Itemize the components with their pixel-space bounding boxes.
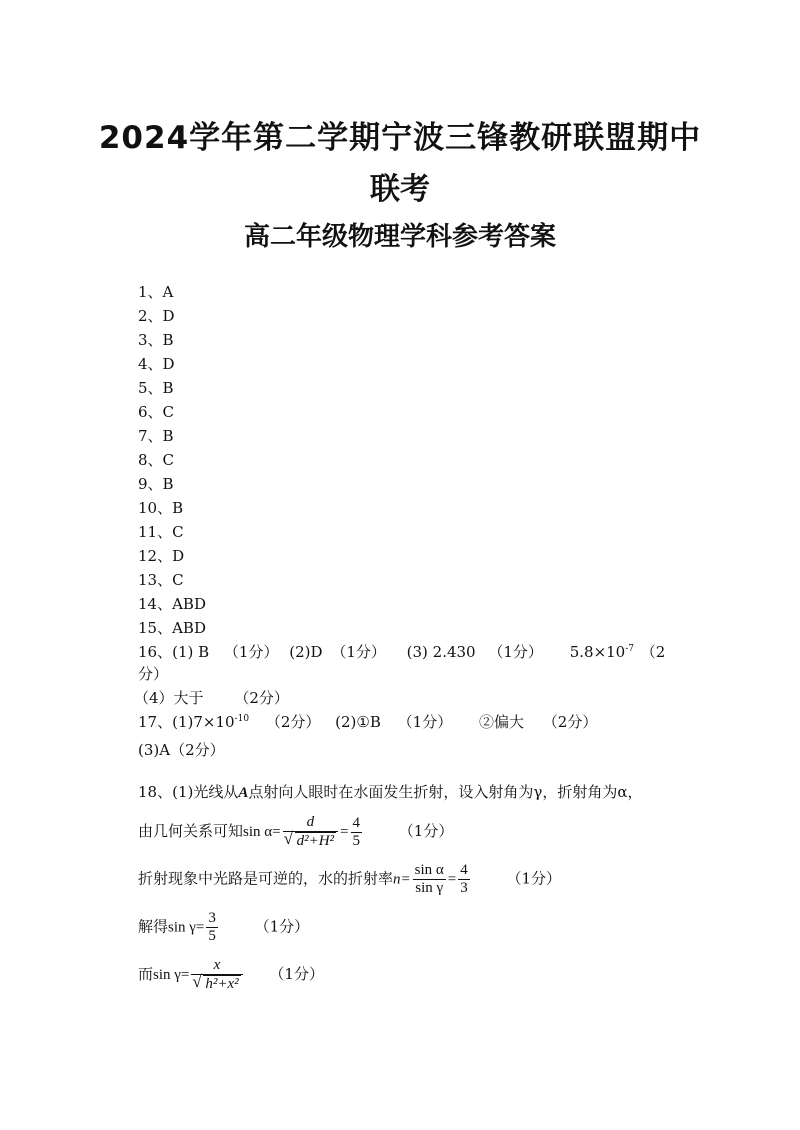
q18-point-a: A xyxy=(238,785,249,801)
answer-number: 1、 xyxy=(138,283,163,301)
q18-line5-text: 而 xyxy=(138,965,154,983)
answer-item xyxy=(138,331,174,349)
q17-number: 17、 xyxy=(138,713,173,731)
answer-item xyxy=(138,547,184,565)
answer-choice: D xyxy=(172,547,185,565)
q16-line3 xyxy=(134,689,289,707)
fraction-denominator: sin γ xyxy=(415,880,444,896)
answer-item xyxy=(138,403,174,421)
q16-line1 xyxy=(138,643,665,661)
answer-choice: D xyxy=(162,307,175,325)
q17-part1: (1)7×10 xyxy=(172,713,235,731)
q16-part4-exponent: -7 xyxy=(625,644,635,654)
q18-score: （1分） xyxy=(506,869,562,888)
answer-item xyxy=(138,379,174,397)
q17-score2: （1分） xyxy=(397,713,453,731)
answer-number: 15、 xyxy=(138,619,173,637)
answer-choice: B xyxy=(162,427,174,445)
q16-score1: （1分） xyxy=(223,643,279,661)
answer-choice: C xyxy=(162,403,175,421)
fraction-denominator: √ h²+x² xyxy=(203,975,240,993)
answer-number: 11、 xyxy=(138,523,173,541)
answer-choice: ABD xyxy=(172,595,206,613)
q18-text-cont: 点射向人眼时在水面发生折射，设入射角为γ，折射角为α， xyxy=(248,783,643,801)
fraction-numerator: d xyxy=(283,814,338,832)
page-title: 2024学年第二学期宁波三锋教研联盟期中 xyxy=(98,120,702,156)
q17-part3: ②偏大 xyxy=(478,713,524,731)
q18-score: （1分） xyxy=(398,822,454,840)
q16-part1: (1) B xyxy=(172,643,210,661)
answer-choice: D xyxy=(162,355,175,373)
q18-sin-gamma: sin γ= xyxy=(168,919,205,936)
answer-choice: ABD xyxy=(172,619,206,637)
answer-item xyxy=(138,595,206,613)
answer-number: 7、 xyxy=(138,427,163,445)
answer-item xyxy=(138,427,174,445)
answer-number: 4、 xyxy=(138,355,163,373)
q16-score2: （1分） xyxy=(331,643,386,661)
fraction-numerator: 4 xyxy=(460,862,468,878)
q16-score3: （1分） xyxy=(488,643,543,661)
answer-item xyxy=(138,307,175,325)
answer-item xyxy=(138,523,184,541)
q18-line2 xyxy=(138,814,453,850)
answer-number: 10、 xyxy=(138,499,173,517)
page-subtitle: 高二年级物理学科参考答案 xyxy=(243,222,556,252)
q17-part4: (3)A（2分） xyxy=(138,741,225,759)
q17-part1-exponent: -10 xyxy=(234,714,250,724)
q18-line5 xyxy=(138,957,324,993)
answer-item xyxy=(138,355,175,373)
q18-line1 xyxy=(138,783,642,802)
equals-sign: = xyxy=(447,871,457,888)
q18-line4 xyxy=(138,910,309,945)
q18-sin-gamma: sin γ= xyxy=(153,967,190,983)
fraction-denominator: 3 xyxy=(460,880,468,896)
answer-choice: B xyxy=(162,331,174,349)
q16-part2: (2)D xyxy=(289,643,323,661)
fraction-denominator: 5 xyxy=(352,832,361,849)
q16-number: 16、 xyxy=(138,643,173,661)
q18-fraction-x xyxy=(191,957,242,993)
q18-fraction-4-5 xyxy=(351,815,363,850)
answer-item xyxy=(138,619,206,637)
answer-choice: B xyxy=(162,475,174,493)
q16-line2 xyxy=(138,665,168,683)
fraction-numerator: 3 xyxy=(208,910,216,926)
q18-refractive-index: n= xyxy=(393,871,411,888)
equals-sign: = xyxy=(340,824,349,840)
q18-fraction-sin xyxy=(413,862,446,897)
q16-part5: （4）大于 xyxy=(134,689,204,707)
answer-item xyxy=(138,571,184,589)
answer-choice: B xyxy=(162,379,174,397)
answer-number: 5、 xyxy=(138,379,163,397)
q17-line2 xyxy=(138,741,225,759)
answer-number: 8、 xyxy=(138,451,163,469)
fraction-numerator: sin α xyxy=(414,862,444,878)
q18-number: 18、 xyxy=(138,783,173,801)
q18-line4-text: 解得 xyxy=(138,917,169,936)
q17-part2: (2)①B xyxy=(335,713,381,731)
q16-part3: (3) 2.430 xyxy=(406,643,476,661)
q16-part4: 5.8×10 xyxy=(569,643,626,661)
q16-score5: （2分） xyxy=(234,689,289,707)
fraction-numerator: x xyxy=(191,957,242,975)
fraction-denominator: 5 xyxy=(208,928,216,944)
q16-score4-cont: 分） xyxy=(138,665,169,683)
q18-sin-alpha: sin α= xyxy=(243,824,281,840)
q18-line3-text: 折射现象中光路是可逆的，水的折射率 xyxy=(138,869,394,888)
answer-number: 9、 xyxy=(138,475,163,493)
answer-choice: B xyxy=(172,499,184,517)
fraction-denominator: √ d²+H² xyxy=(295,832,336,850)
answer-item xyxy=(138,499,183,517)
answer-choice: A xyxy=(162,283,174,301)
q18-line3 xyxy=(138,862,561,897)
q18-fraction-d xyxy=(283,814,338,850)
answer-number: 6、 xyxy=(138,403,163,421)
q18-line2-text: 由几何关系可知 xyxy=(138,822,244,840)
page-title-line2: 联考 xyxy=(370,172,430,207)
q17-score1: （2分） xyxy=(265,713,321,731)
answer-choice: C xyxy=(172,523,184,541)
answer-choice: C xyxy=(172,571,184,589)
answer-number: 14、 xyxy=(138,595,173,613)
fraction-numerator: 4 xyxy=(352,814,361,831)
q18-fraction-4-3 xyxy=(458,862,470,897)
answer-number: 2、 xyxy=(138,307,163,325)
answer-choice: C xyxy=(162,451,175,469)
answer-number: 12、 xyxy=(138,547,173,565)
answer-number: 13、 xyxy=(138,571,173,589)
q18-score: （1分） xyxy=(254,917,310,936)
q18-score: （1分） xyxy=(269,965,324,983)
q17-score3: （2分） xyxy=(542,713,598,731)
answer-number: 3、 xyxy=(138,331,163,349)
answer-item xyxy=(138,475,174,493)
q17-line1 xyxy=(138,713,597,731)
answer-item xyxy=(138,283,173,301)
q18-fraction-3-5 xyxy=(206,910,218,945)
answer-item xyxy=(138,451,174,469)
q18-text: (1)光线从 xyxy=(172,783,239,801)
q16-score4: （2 xyxy=(640,643,666,661)
